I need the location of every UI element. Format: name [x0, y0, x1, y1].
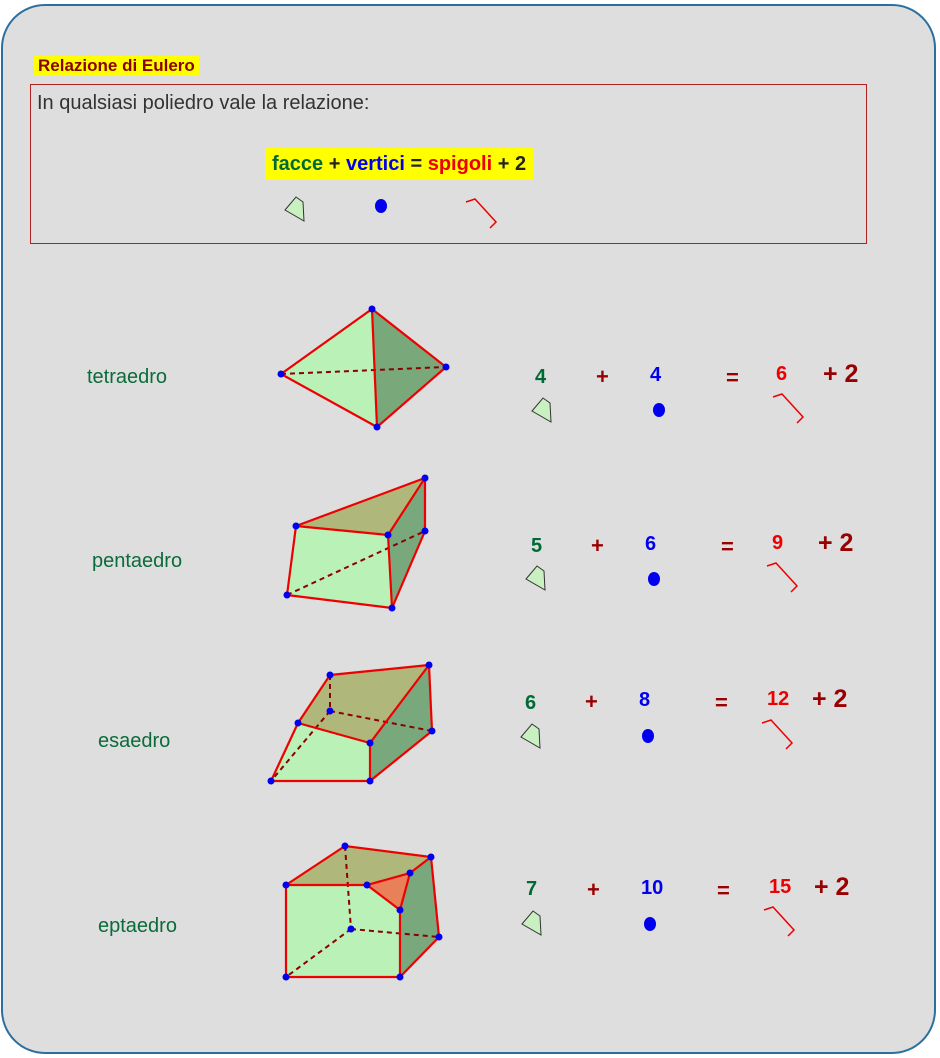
- vertices-count: 4: [650, 364, 662, 386]
- formula-vertices: vertici: [345, 153, 405, 175]
- rule-intro: In qualsiasi poliedro vale la relazione:: [37, 92, 370, 114]
- formula-plus: +: [328, 153, 341, 175]
- vertices-count: 10: [641, 877, 664, 899]
- face-icon: [285, 197, 304, 221]
- vertex-icon: [642, 729, 654, 743]
- row-name-pentaedro: pentaedro: [92, 550, 183, 572]
- equals-sign: =: [726, 365, 739, 390]
- edges-count: 12: [767, 688, 790, 710]
- edge-icon: [466, 199, 496, 228]
- face-icon: [522, 911, 541, 935]
- vertex-icon: [648, 572, 660, 586]
- faces-count: 6: [525, 692, 537, 714]
- vertex-icon: [375, 199, 387, 213]
- face-icon: [521, 724, 540, 748]
- edge-icon: [773, 394, 803, 423]
- plus-sign: +: [585, 689, 598, 714]
- plus-two: + 2: [818, 529, 854, 557]
- hexahedron-drawing: [268, 662, 436, 785]
- edge-icon: [762, 720, 792, 749]
- faces-count: 5: [531, 535, 543, 557]
- faces-count: 4: [535, 366, 547, 388]
- vertex-icon: [653, 403, 665, 417]
- formula-faces: facce: [272, 153, 324, 175]
- equals-sign: =: [721, 534, 734, 559]
- plus-sign: +: [591, 533, 604, 558]
- edge-icon: [767, 563, 797, 592]
- equals-sign: =: [717, 878, 730, 903]
- plus-sign: +: [596, 364, 609, 389]
- row-name-tetraedro: tetraedro: [87, 366, 168, 388]
- vertex-icon: [644, 917, 656, 931]
- pentahedron-drawing: [284, 475, 429, 612]
- tetrahedron-drawing: [278, 306, 450, 431]
- edge-icon: [764, 907, 794, 936]
- plus-two: + 2: [823, 360, 859, 388]
- heptahedron-drawing: [283, 843, 443, 981]
- face-icon: [526, 566, 545, 590]
- edges-count: 9: [772, 532, 784, 554]
- formula-equals: =: [410, 153, 423, 175]
- vertices-count: 8: [639, 689, 651, 711]
- row-name-esaedro: esaedro: [98, 730, 171, 752]
- formula-plus-two: + 2: [497, 153, 527, 175]
- equals-sign: =: [715, 690, 728, 715]
- faces-count: 7: [526, 878, 538, 900]
- formula-edges: spigoli: [427, 153, 493, 175]
- plus-sign: +: [587, 877, 600, 902]
- edges-count: 15: [769, 876, 792, 898]
- vertices-count: 6: [645, 533, 657, 555]
- face-icon: [532, 398, 551, 422]
- plus-two: + 2: [814, 873, 850, 901]
- page-title: Relazione di Eulero: [34, 56, 199, 76]
- row-name-eptaedro: eptaedro: [98, 915, 177, 937]
- plus-two: + 2: [812, 685, 848, 713]
- edges-count: 6: [776, 363, 788, 385]
